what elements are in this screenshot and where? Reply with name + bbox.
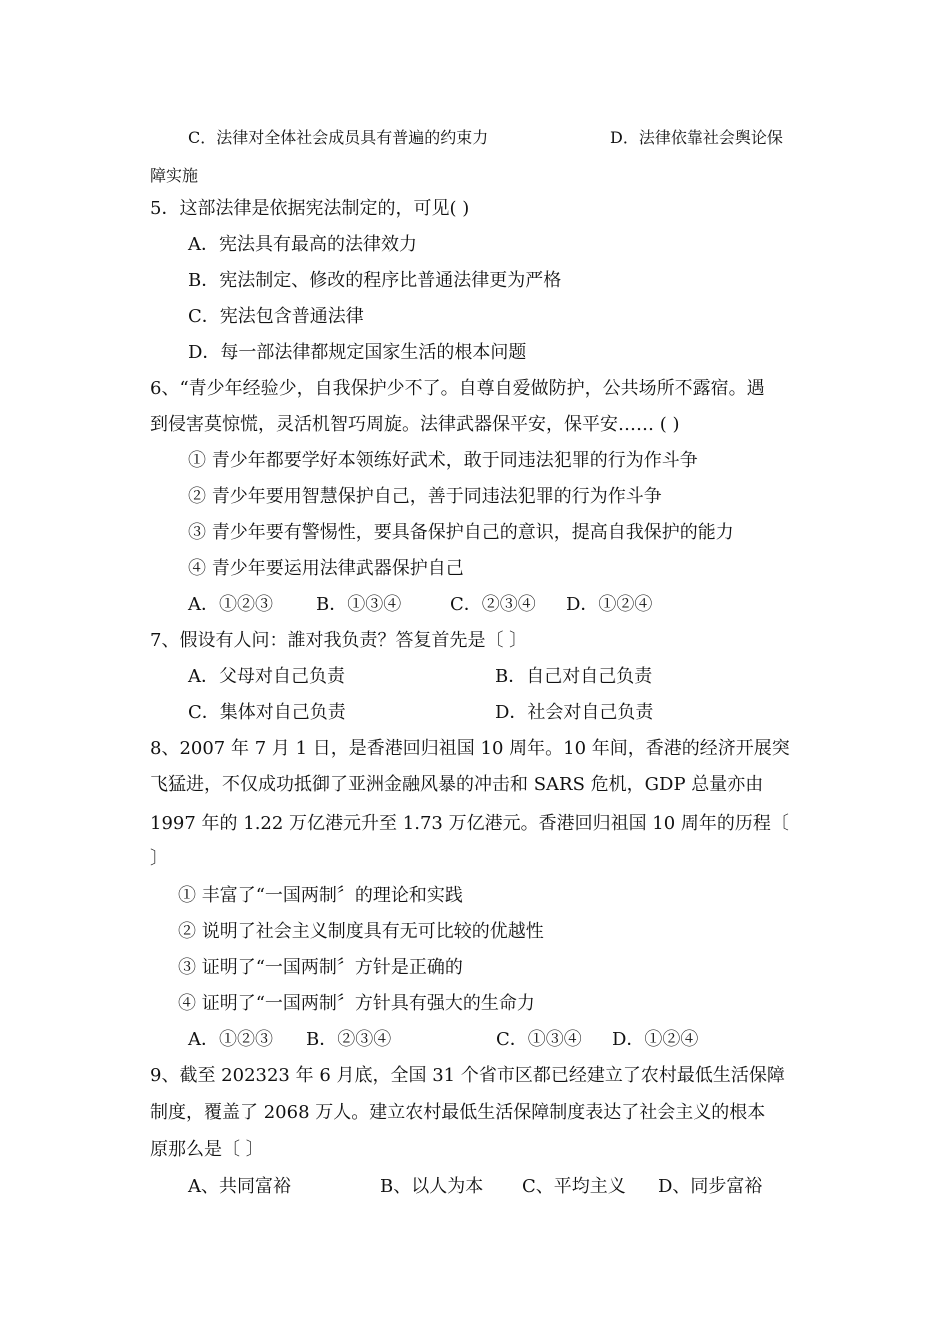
q9-stem-line3: 原那么是〔 〕 — [150, 1139, 264, 1160]
q6-choice-a: A．①②③ — [188, 594, 273, 615]
q9-choice-b: B、以人为本 — [380, 1176, 484, 1197]
q6-choice-d: D．①②④ — [566, 594, 653, 615]
q5-stem: 5．这部法律是依据宪法制定的，可见( ) — [150, 198, 470, 219]
q6-item-4: ④ 青少年要运用法律武器保护自己 — [188, 558, 464, 579]
q8-choice-b: B．②③④ — [306, 1029, 392, 1050]
q6-stem-line2: 到侵害莫惊慌，灵活机智巧周旋。法律武器保平安，保平安…… ( ) — [150, 414, 680, 435]
q9-choice-d: D、同步富裕 — [658, 1176, 763, 1197]
q7-stem: 7、假设有人问：誰对我负责？答复首先是〔 〕 — [150, 630, 528, 651]
q6-choice-b: B．①③④ — [316, 594, 402, 615]
q4-option-d-continued: 障实施 — [150, 166, 199, 185]
q8-stem-line1: 8、2007 年 7 月 1 日，是香港回归祖国 10 周年。10 年间，香港的经济开展突 — [150, 738, 790, 759]
q8-item-2: ② 说明了社会主义制度具有无可比较的优越性 — [178, 921, 544, 942]
q7-option-a: A．父母对自己负责 — [188, 666, 345, 687]
q9-choice-c: C、平均主义 — [522, 1176, 626, 1197]
q5-option-b: B．宪法制定、修改的程序比普通法律更为严格 — [188, 270, 562, 291]
q8-choice-c: C．①③④ — [496, 1029, 582, 1050]
q8-stem-line3: 1997 年的 1.22 万亿港元升至 1.73 万亿港元。香港回归祖国 10 周年的历程〔 — [150, 813, 789, 834]
q9-stem-line1: 9、截至 202323 年 6 月底，全国 31 个省市区都已经建立了农村最低生活保障 — [150, 1065, 785, 1086]
q4-option-d: D．法律依靠社会舆论保 — [610, 128, 783, 147]
q8-stem-line2: 飞猛进，不仅成功抵御了亚洲金融风暴的冲击和 SARS 危机，GDP 总量亦由 — [150, 774, 764, 795]
q5-option-c: C．宪法包含普通法律 — [188, 306, 364, 327]
q7-option-b: B．自己对自己负责 — [495, 666, 653, 687]
q4-option-c: C．法律对全体社会成员具有普遍的约束力 — [188, 128, 489, 147]
q5-option-a: A．宪法具有最高的法律效力 — [188, 234, 417, 255]
q6-item-3: ③ 青少年要有警惕性，要具备保护自己的意识，提高自我保护的能力 — [188, 522, 734, 543]
q8-item-1: ① 丰富了“一国两制〞的理论和实践 — [178, 885, 463, 906]
q5-option-d: D．每一部法律都规定国家生活的根本问题 — [188, 342, 527, 363]
q6-stem-line1: 6、“青少年经验少，自我保护少不了。自尊自爱做防护，公共场所不露宿。遇 — [150, 378, 765, 399]
q8-item-4: ④ 证明了“一国两制〞方针具有强大的生命力 — [178, 993, 535, 1014]
q8-item-3: ③ 证明了“一国两制〞方针是正确的 — [178, 957, 463, 978]
q8-stem-line4: 〕 — [150, 848, 168, 869]
q6-item-1: ① 青少年都要学好本领练好武术，敢于同违法犯罪的行为作斗争 — [188, 450, 698, 471]
q7-option-d: D．社会对自己负责 — [495, 702, 654, 723]
q8-choice-d: D．①②④ — [612, 1029, 699, 1050]
q6-item-2: ② 青少年要用智慧保护自己，善于同违法犯罪的行为作斗争 — [188, 486, 662, 507]
q9-stem-line2: 制度，覆盖了 2068 万人。建立农村最低生活保障制度表达了社会主义的根本 — [150, 1102, 766, 1123]
q6-choice-c: C．②③④ — [450, 594, 536, 615]
q7-option-c: C．集体对自己负责 — [188, 702, 346, 723]
q8-choice-a: A．①②③ — [188, 1029, 273, 1050]
q9-choice-a: A、共同富裕 — [188, 1176, 291, 1197]
